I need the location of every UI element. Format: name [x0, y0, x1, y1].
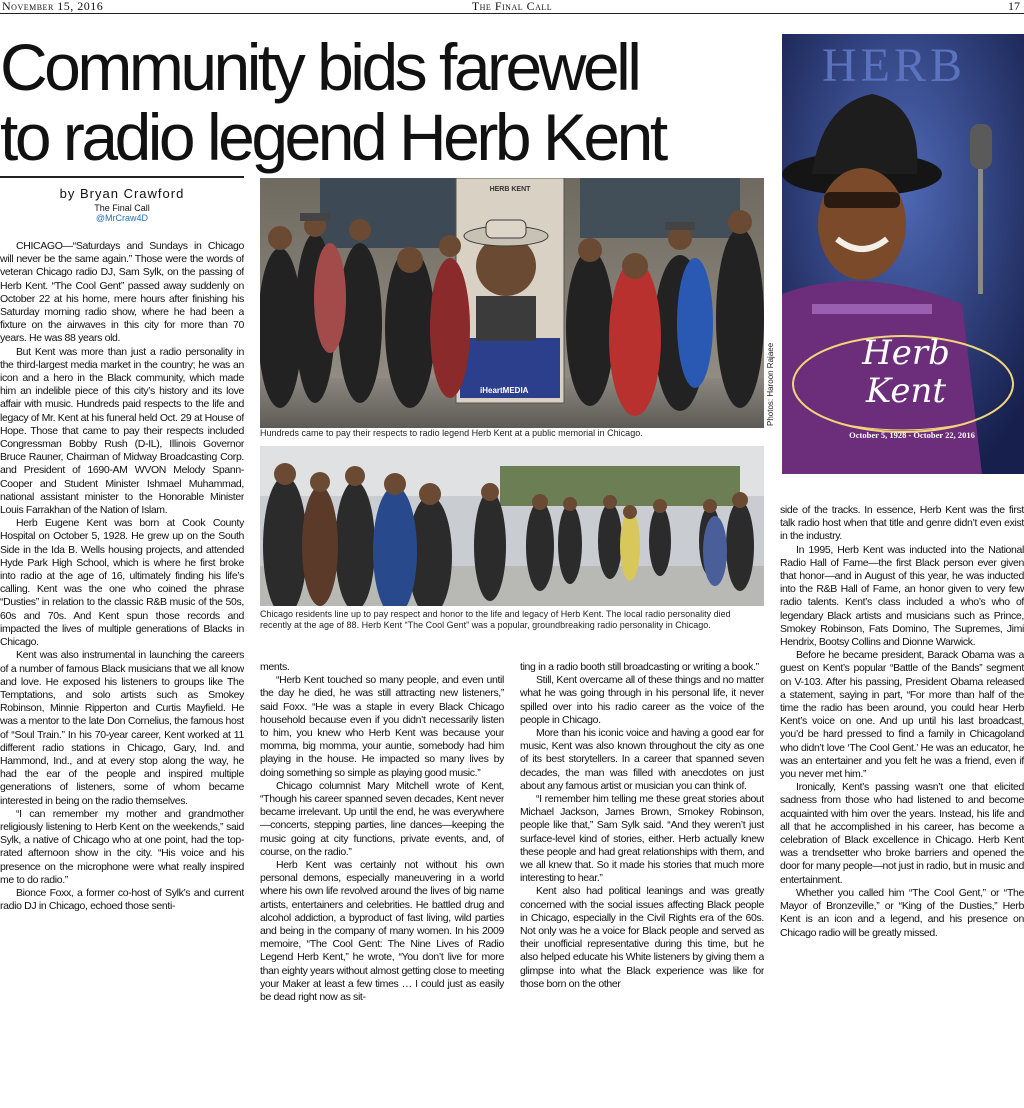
paragraph: Still, Kent overcame all of these things and no matter what he was going through in his personal life, it never spilled over into his radio career as the voice of the people in Chicago.	[520, 674, 764, 726]
headline	[0, 32, 770, 172]
paragraph: Chicago columnist Mary Mitchell wrote of Kent, “Though his career spanned seven decades, Kent never became irrelevant. Up until the end, he was everywhere—concerts, stepping parties, line dances—keeping the music going at city functions, private events, and, of course, on the radio.”	[260, 779, 504, 858]
paragraph: ting in a radio booth still broadcasting or writing a book.”	[520, 661, 759, 673]
publication-name: The Final Call	[471, 0, 553, 13]
headline-line-2: to radio legend Herb Kent	[0, 100, 665, 174]
issue-date: November 15, 2016	[2, 0, 104, 13]
portrait-life-dates: October 5, 1928 - October 22, 2016	[849, 430, 975, 440]
paragraph: Before he became president, Barack Obama was a guest on Kent’s popular “Battle of the Bands” segment on V-103. After his passing, President Obama released a statement, saying in part, “For more than half of the time the radio has been around, you could hear Herb Kent’s voice on one. And up until his last broadcast, you’d be hard pressed to find a family in Chicagoland who didn’t love ‘The Cool Gent.’ He was an educator, he was an entertainer and you felt he was a friend, even if you never met him.”	[780, 649, 1024, 781]
author-outlet: The Final Call	[94, 203, 150, 213]
article-column-1	[0, 240, 244, 1108]
poster-sponsor: iHeartMEDIA	[480, 386, 529, 395]
line-of-mourners-image	[260, 446, 764, 606]
author-name: by Bryan Crawford	[59, 186, 185, 201]
paragraph: ments.	[260, 661, 290, 673]
poster-title: HERB KENT	[489, 186, 531, 193]
headline-line-1: Community bids farewell	[0, 30, 639, 104]
paragraph: In 1995, Herb Kent was inducted into the National Radio Hall of Fame—the first Black person ever given that honor—and in August of this year, he was inducted into the R&B Hall of Fame, an honor given to very few radio talents. Kent’s class included a who’s who of legendary Black artists and musicians such as Prince, Smokey Robinson, Fats Domino, The Supremes, Jimi Hendrix, Bootsy Collins and Dionne Warwick.	[780, 543, 1024, 649]
paragraph: Whether you called him “The Cool Gent,” or “The Mayor of Bronzeville,” or “King of the Dusties,” Herb Kent is an icon and a legend, and his presence on Chicago radio will be greatly missed.	[780, 886, 1024, 939]
paragraph: “I remember him telling me these great stories about Michael Jackson, James Brown, Smokey Robinson, people like that,” Sam Sylk said. “And they weren’t just surface-level kind of stories, either. Herb actually knew these people and had great relationships with them, and we all knew that. So it made his stories that much more interesting to hear.”	[520, 793, 764, 885]
paragraph: “I can remember my mother and grandmother religiously listening to Herb Kent on the weekends,” said Sylk, a native of Chicago who at one point, had the top-rated afternoon show in the city. “His voice and his presence on the microphone were what really inspired me to do radio.”	[0, 807, 244, 886]
herb-kent-portrait-photo	[782, 34, 1024, 474]
paragraph: Kent also had political leanings and was greatly concerned with the social issues affecting Black people in Chicago, especially in the Civil Rights era of the 60s. Not only was he a voice for Black people and served as their unofficial representative during this time, but he also helped educate his White listeners by giving them a glimpse into what the Black experience was like for those born on the other	[520, 885, 764, 990]
paragraph: CHICAGO—“Saturdays and Sundays in Chicago will never be the same again.” Those were the words of veteran Chicago radio DJ, Sam Sylk, on the passing of Herb Kent. “The Cool Gent” passed away suddenly on October 22 at his home, mere hours after finishing his Saturday morning radio show, where he had been a fixture on the airwaves in this city for more than 70 years. He was 88 years old.	[0, 240, 244, 345]
paragraph: Ironically, Kent’s passing wasn’t one that elicited sadness from those who had listened to and become acquainted with him over the years. Instead, his life and all that he accomplished in his career, has become a celebration of Black excellence in Chicago. Herb Kent was a trendsetter who broke barriers and opened the door for many people—not just in radio, but in music and entertainment.	[780, 781, 1024, 886]
paragraph: Bionce Foxx, a former co-host of Sylk’s and current radio DJ in Chicago, echoed those senti-	[0, 886, 244, 913]
article-column-3	[520, 661, 764, 1108]
paragraph: More than his iconic voice and having a good ear for music, Kent was also known throughout the city as one of its best storytellers. In a career that spanned seven decades, the man was filled with anecdotes on just about any famous artist or musician you can think of.	[520, 727, 764, 792]
byline	[0, 186, 244, 223]
line-of-mourners-photo	[260, 446, 764, 606]
line-photo-caption: Chicago residents line up to pay respect and honor to the life and legacy of Herb Kent. The local radio personality died recently at the age of 88. Herb Kent “The Cool Gent” was a popular, groundbreaking radio personality in Chicago.	[260, 609, 731, 630]
memorial-photo-caption: Hundreds came to pay their respects to radio legend Herb Kent at a public memorial in Chicago.	[260, 428, 643, 438]
paragraph: “Herb Kent touched so many people, and even until the day he died, he was still attracting new listeners,” said Foxx. “He was a staple in every Black Chicago household because even if you didn’t necessarily listen to him, you knew who Herb Kent was because your momma, big momma, your auntie, somebody had him playing in the house. He impacted so many lives by doing something so simple as playing good music.”	[260, 674, 504, 779]
paragraph: side of the tracks. In essence, Herb Kent was the first talk radio host when that title and genre didn’t even exist in the industry.	[780, 504, 1024, 543]
portrait-script-name: Herb Kent	[862, 333, 950, 411]
portrait-backdrop-text: HERB	[822, 39, 967, 92]
article-column-4	[780, 504, 1024, 1108]
paragraph: Kent was also instrumental in launching the careers of a number of famous Black musicians that we all know and love. He exposed his listeners to groups like The Temptations, and solo artists such as Smokey Robinson, Minnie Ripperton and Curtis Mayfield. He was a mentor to the late Don Cornelius, the famous host of “Soul Train.” In his 70-year career, Kent worked at 11 different radio stations in Chicago, Gary, Ind. and Hammond, Ind., and at every stop along the way, he had the ear of the people and inspired multiple generations of listeners, some of whom became interested in being on the radio themselves.	[0, 649, 244, 807]
paragraph: But Kent was more than just a radio personality in the third-largest media market in the country; he was an icon and a hero in the Black community, which made him an indelible piece of this city’s history and its love affair with music. Hundreds paid respects to the life and legacy of Mr. Kent at his funeral held Oct. 29 at House of Hope. Those that came to pay their respects included Congressman Bobby Rush (D-IL), Illinois Governor Bruce Rauner, Chairman of Midway Broadcasting Corp. and President of 1690-AM WVON Melody Spann-Cooper and Student Minister Ishmael Muhammad, national assistant minister to the Honorable Minister Louis Farrakhan of the Nation of Islam.	[0, 345, 244, 517]
author-twitter-handle[interactable]: @MrCraw4D	[95, 213, 149, 223]
paragraph: Herb Eugene Kent was born at Cook County Hospital on October 5, 1928. He grew up on the South Side in the Ida B. Wells housing projects, and attended Hyde Park High School, which is where he first broke into radio at the age of 16, ultimately finding his life’s calling. Kent was the one who coined the phrase “Dusties” in relation to the classic R&B music of the 50s, 60s and 70s. And Kent spun those records and impacted the lives of multiple generations of Blacks in Chicago.	[0, 517, 244, 649]
article-column-2	[260, 661, 504, 1108]
headline-rule	[0, 176, 244, 178]
page-folio	[0, 0, 1024, 14]
page-number: 17	[1008, 0, 1020, 13]
memorial-crowd-photo	[260, 178, 764, 428]
paragraph: Herb Kent was certainly not without his own personal demons, especially maneuvering in a world where his own life revolved around the lives of big name artists, entertainers and celebrities. He battled drug and alcohol addiction, a byproduct of fast living, wild parties and being in the company of many women. In his 2009 memoire, “The Cool Gent: The Nine Lives of Radio Legend Herb Kent,” he wrote, “You don’t live for more than eighty years without almost getting close to meeting your Maker at least a few times … I could just as easily be dead right now as sit-	[260, 859, 504, 1004]
photo-credit: Photos: Haroon Rajaee	[766, 342, 775, 426]
